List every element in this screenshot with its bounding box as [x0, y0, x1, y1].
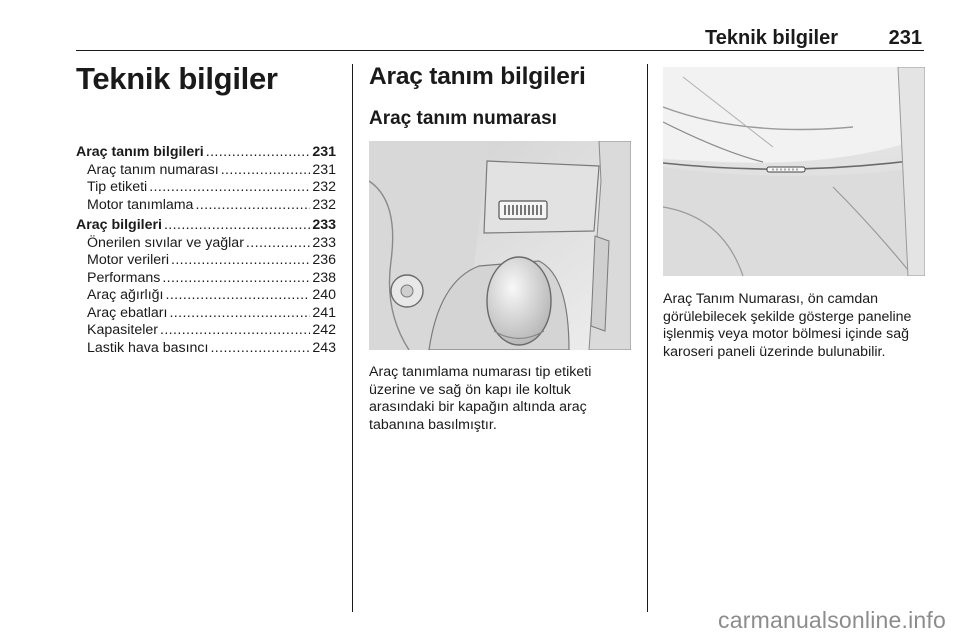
toc-entry-page: 243 [312, 339, 336, 356]
toc-entry-label: Motor tanımlama [87, 196, 194, 213]
toc-entry-label: Araç tanım numarası [87, 161, 219, 178]
toc-entry-label: Araç tanım bilgileri [76, 144, 204, 160]
table-of-contents [76, 144, 336, 357]
chapter-title: Teknik bilgiler [76, 61, 278, 96]
toc-entry-page: 231 [312, 161, 336, 178]
toc-leader-dots [206, 144, 311, 162]
toc-entry-page: 232 [312, 179, 336, 195]
toc-leader-dots [210, 340, 310, 358]
toc-entry[interactable] [76, 235, 336, 253]
toc-entry[interactable] [76, 270, 336, 288]
toc-leader-dots [169, 305, 310, 323]
page-number: 231 [888, 27, 922, 49]
toc-entry-label: Performans [87, 269, 161, 286]
toc-entry-label: Lastik hava basıncı [87, 339, 209, 356]
toc-leader-dots [246, 235, 310, 253]
paragraph-dashboard-vin: Araç Tanım Numarası, ön camdan görülebilecek şekilde gösterge paneline işlenmiş veya motor bölmesi içinde sağ karoseri paneli üzerinde bulunabilir. [663, 291, 912, 360]
toc-entry-label: Araç ebatları [87, 304, 168, 321]
toc-leader-dots [160, 322, 310, 340]
toc-entry-page: 233 [312, 234, 336, 251]
toc-entry-page: 233 [312, 217, 336, 233]
toc-entry-page: 232 [312, 196, 336, 213]
toc-entry-main[interactable] [76, 217, 336, 235]
toc-entry-label: Kapasiteler [87, 322, 158, 338]
column-divider [647, 64, 648, 612]
section-title: Araç tanım bilgileri [369, 63, 586, 90]
column-divider [352, 64, 353, 612]
toc-entry-page: 240 [312, 287, 336, 303]
toc-entry-page: 236 [312, 252, 336, 268]
toc-leader-dots [164, 217, 310, 235]
toc-entry-label: Araç ağırlığı [87, 287, 164, 303]
toc-leader-dots [166, 287, 311, 305]
toc-leader-dots [162, 270, 310, 288]
subsection-title: Araç tanım numarası [369, 108, 557, 129]
toc-entry-main[interactable] [76, 144, 336, 162]
toc-leader-dots [171, 252, 310, 270]
toc-entry[interactable] [76, 197, 336, 215]
toc-entry[interactable] [76, 340, 336, 358]
toc-entry[interactable] [76, 252, 336, 270]
toc-entry-page: 238 [312, 269, 336, 286]
paragraph-floor-vin: Araç tanımlama numarası tip etiketi üzerine ve sağ ön kapı ile koltuk arasındaki bir kapağın altında araç tabanına basılmıştır. [369, 364, 592, 433]
toc-entry-page: 241 [312, 304, 336, 321]
header-title: Teknik bilgiler [705, 27, 838, 49]
toc-leader-dots [149, 179, 310, 197]
vin-floor-plate-photo [369, 141, 631, 350]
toc-entry[interactable] [76, 305, 336, 323]
toc-entry-label: Önerilen sıvılar ve yağlar [87, 234, 244, 251]
toc-entry-label: Motor verileri [87, 252, 169, 268]
toc-entry-label: Araç bilgileri [76, 217, 162, 233]
toc-entry[interactable] [76, 322, 336, 340]
toc-entry-page: 242 [312, 322, 336, 338]
toc-entry-label: Tip etiketi [87, 179, 148, 195]
page-header [76, 24, 924, 51]
toc-entry[interactable] [76, 287, 336, 305]
vin-dashboard-photo [663, 67, 925, 276]
watermark: carmanualsonline.info [718, 607, 946, 633]
toc-leader-dots [221, 162, 311, 180]
toc-entry[interactable] [76, 162, 336, 180]
toc-leader-dots [195, 197, 310, 215]
toc-entry-page: 231 [312, 144, 336, 160]
toc-entry[interactable] [76, 179, 336, 197]
